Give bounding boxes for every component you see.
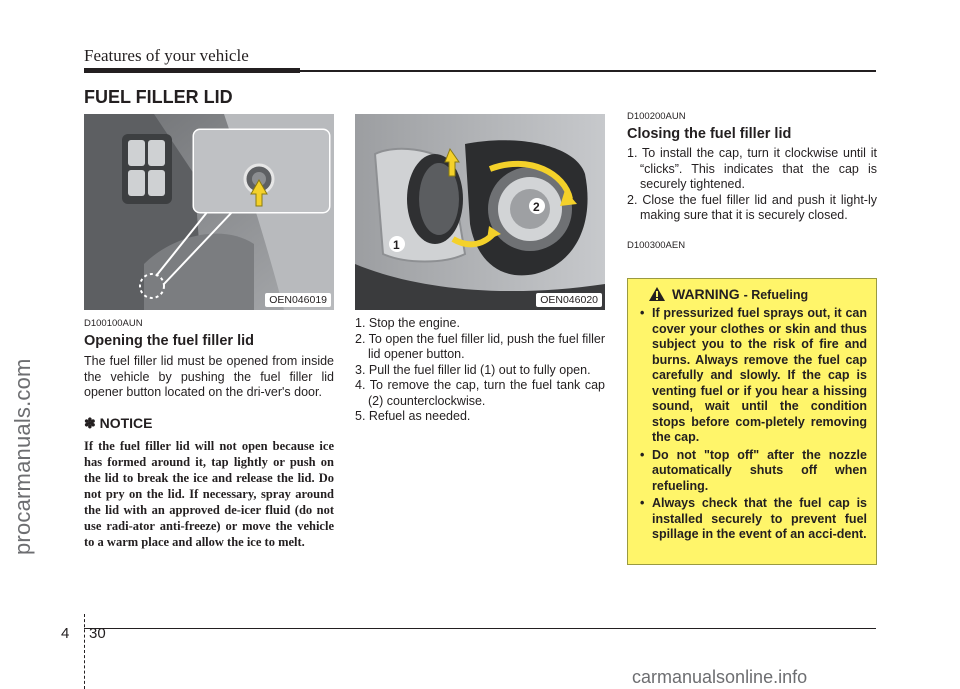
warning-title [672,286,808,302]
fuel-lid-illustration [355,114,605,310]
warning-list [638,306,867,543]
warning-item: • If pressurized fuel sprays out, it can cover your clothes or skin and thus subject you to the risk of fire and burns. Always remove the fuel cap carefully and slowly. If the cap is venting fuel or if you hear a hissing sound, wait until the condition stops before com-pletely removing the cap. [638,306,867,446]
notice-heading: ✽ NOTICE [84,414,153,431]
opening-steps [355,316,605,425]
callout-1: 1 [393,238,400,252]
callout-2: 2 [533,200,540,214]
footer-divider [84,614,85,689]
section-code: D100200AUN [627,111,686,122]
step-item: 2. To open the fuel filler lid, push the fuel filler lid opener button. [355,331,605,361]
warning-header [648,286,867,302]
footer-rule [84,628,876,629]
opening-paragraph: The fuel filler lid must be opened from inside the vehicle by pushing the fuel filler lid opener button located on the dri-ver's door. [84,354,334,399]
door-panel-illustration [84,114,334,310]
warning-box [627,278,877,565]
opening-title: Opening the fuel filler lid [84,333,254,349]
figure-fuel-lid [355,114,605,310]
closing-title: Closing the fuel filler lid [627,126,792,142]
step-item: 3. Pull the fuel filler lid (1) out to fully open. [355,362,591,377]
warning-title-text: WARNING [672,286,740,302]
warning-item: • Always check that the fuel cap is installed securely to prevent fuel spillage in the event of an acci-dent. [638,496,867,543]
step-item: 5. Refuel as needed. [355,409,471,423]
warning-triangle-icon [648,286,666,302]
section-code: D100100AUN [84,318,143,329]
step-item: 2. Close the fuel filler lid and push it light-ly making sure that it is securely closed. [627,192,877,222]
closing-steps [627,146,877,224]
middle-column [355,316,605,425]
header-rule-accent [84,68,300,73]
warning-subtitle: - Refueling [743,288,809,302]
figure-label: OEN046019 [265,293,331,307]
section-code-2: D100300AEN [627,239,686,251]
bottom-watermark: carmanualsonline.info [632,667,808,687]
right-column [627,111,877,251]
left-column [84,318,334,550]
section-title: FUEL FILLER LID [84,87,233,107]
page-header-title: Features of your vehicle [84,46,249,65]
step-item: 1. Stop the engine. [355,316,460,330]
step-item: 1. To install the cap, turn it clockwise until it “clicks”. This indicates that the cap is securely tightened. [627,146,877,191]
notice-body: If the fuel filler lid will not open because ice has formed around it, tap lightly or push on the lid to break the ice and release the lid. Do not pry on the lid. If necessary, spray around the lid with an approved de-icer fluid (do not use radi-ator anti-freeze) or move the vehicle to a warm place and allow the ice to melt. [84,438,334,549]
page-number: 30 [89,625,106,642]
figure-label: OEN046020 [536,293,602,307]
side-watermark: procarmanuals.com [10,358,35,555]
warning-item: • Do not "top off" after the nozzle automatically shuts off when refueling. [638,448,867,495]
figure-door-panel [84,114,334,310]
step-item: 4. To remove the cap, turn the fuel tank cap (2) counterclockwise. [355,378,605,408]
chapter-number: 4 [61,625,70,642]
